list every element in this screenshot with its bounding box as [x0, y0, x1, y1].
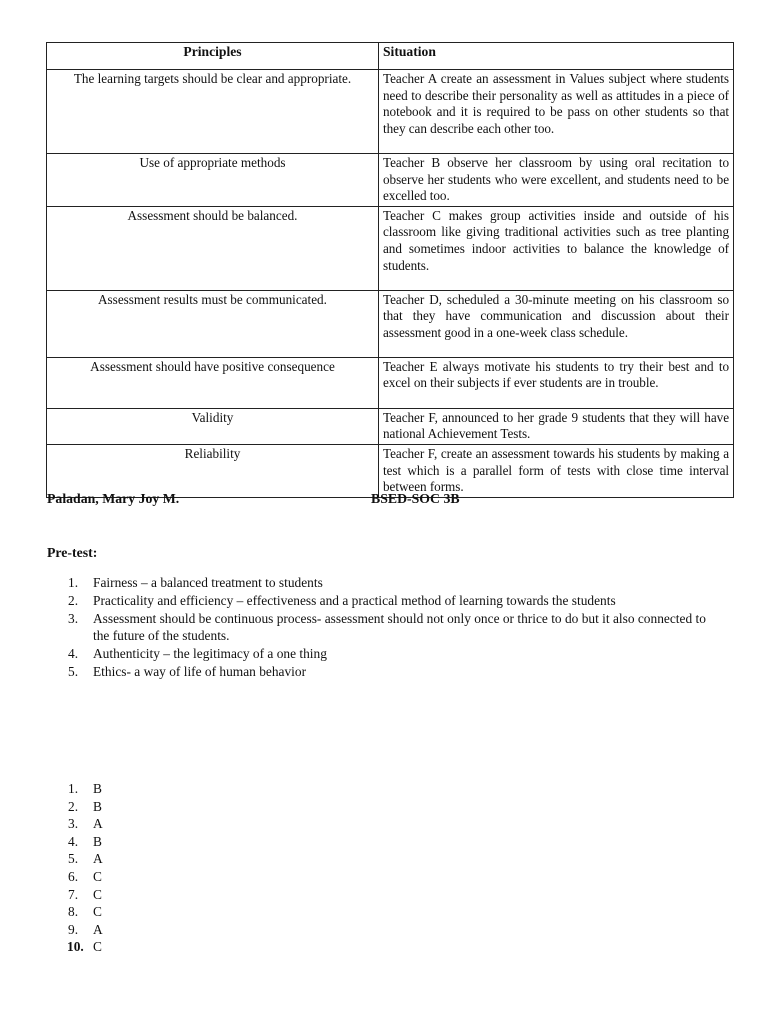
answer-item [47, 815, 247, 833]
situation-cell: Teacher A create an assessment in Values subject where students need to describe their personality as well as attitudes in a piece of notebook and it is required to be pass on other students so that they can describe each other too. [379, 70, 734, 154]
student-name: Paladan, Mary Joy M. [47, 491, 180, 506]
list-item-number: 5. [68, 663, 79, 679]
answer-number: 8. [68, 904, 79, 920]
answer-letter: C [93, 939, 102, 955]
table-row [47, 357, 734, 408]
list-item [47, 592, 707, 610]
answer-item [47, 780, 247, 798]
answer-number: 2. [68, 798, 79, 814]
table-row [47, 154, 734, 207]
principle-cell: Validity [47, 408, 379, 444]
list-item [47, 645, 707, 663]
answer-letter: A [93, 851, 103, 867]
principle-cell: Use of appropriate methods [47, 154, 379, 207]
principle-cell: Assessment should have positive consequence [47, 357, 379, 408]
answer-letter: B [93, 781, 102, 796]
list-item-number: 3. [68, 610, 79, 626]
principle-cell: The learning targets should be clear and appropriate. [47, 70, 379, 154]
answer-letter: C [93, 886, 102, 902]
situation-header: Situation [379, 43, 734, 70]
answer-item [47, 798, 247, 816]
answer-letter: C [93, 868, 102, 884]
answer-letter: C [93, 904, 102, 920]
table-row [47, 290, 734, 357]
situation-cell: Teacher D, scheduled a 30-minute meeting on his classroom so that they have communication and discussion about their assessment good in a one-week class schedule. [379, 290, 734, 357]
answer-item [47, 833, 247, 851]
principle-cell: Reliability [47, 444, 379, 497]
list-item-number: 1. [68, 575, 79, 590]
answer-number: 10. [67, 939, 84, 955]
list-item [47, 663, 707, 681]
answer-number: 3. [68, 816, 79, 832]
table-row [47, 206, 734, 290]
student-info-line [47, 491, 737, 511]
list-item [47, 574, 707, 592]
answer-number: 1. [68, 781, 79, 796]
answer-item [47, 886, 247, 904]
situation-cell: Teacher E always motivate his students to try their best and to excel on their subjects if ever students are in trouble. [379, 357, 734, 408]
answer-number: 5. [68, 851, 79, 867]
answer-item [47, 868, 247, 886]
answer-letter: B [93, 833, 102, 849]
answer-number: 4. [68, 833, 79, 849]
list-item-number: 2. [68, 592, 79, 608]
list-item-text: Fairness – a balanced treatment to students [93, 575, 323, 590]
answer-number: 6. [68, 868, 79, 884]
student-section: BSED-SOC 3B [371, 491, 460, 506]
table-header-row [47, 43, 734, 70]
list-item-text: Ethics- a way of life of human behavior [93, 663, 307, 679]
table-row [47, 408, 734, 444]
principles-table [46, 42, 734, 498]
list-item-text: Assessment should be continuous process- assessment should not only once or thrice to do but it also connected to the future of the students. [93, 610, 706, 644]
pretest-list [47, 574, 707, 681]
list-item-number: 4. [68, 646, 79, 662]
answer-letter: B [93, 798, 102, 814]
principle-cell: Assessment should be balanced. [47, 206, 379, 290]
pretest-heading: Pre-test: [47, 545, 98, 560]
table-row [47, 444, 734, 497]
answer-letter: A [93, 921, 103, 937]
list-item [47, 610, 707, 646]
situation-cell: Teacher C makes group activities inside and outside of his classroom like giving traditional activities such as tree planting and sometimes indoor activities to balance the knowledge of students. [379, 206, 734, 290]
answer-item [47, 938, 247, 956]
situation-cell: Teacher B observe her classroom by using oral recitation to observe her students who were excellent, and students need to be excelled too. [379, 154, 734, 207]
answer-letter: A [93, 816, 103, 832]
answer-number: 7. [68, 886, 79, 902]
answer-item [47, 850, 247, 868]
principles-header: Principles [47, 43, 379, 70]
list-item-text: Practicality and efficiency – effectiveness and a practical method of learning towards the students [93, 592, 616, 608]
answer-number: 9. [68, 921, 79, 937]
principle-cell: Assessment results must be communicated. [47, 290, 379, 357]
situation-cell: Teacher F, create an assessment towards his students by making a test which is a parallel form of tests with close time interval between forms. [379, 444, 734, 497]
situation-cell: Teacher F, announced to her grade 9 students that they will have national Achievement Tests. [379, 408, 734, 444]
list-item-text: Authenticity – the legitimacy of a one thing [93, 646, 327, 662]
table-row [47, 70, 734, 154]
answer-list [47, 780, 247, 956]
answer-item [47, 903, 247, 921]
answer-item [47, 921, 247, 939]
